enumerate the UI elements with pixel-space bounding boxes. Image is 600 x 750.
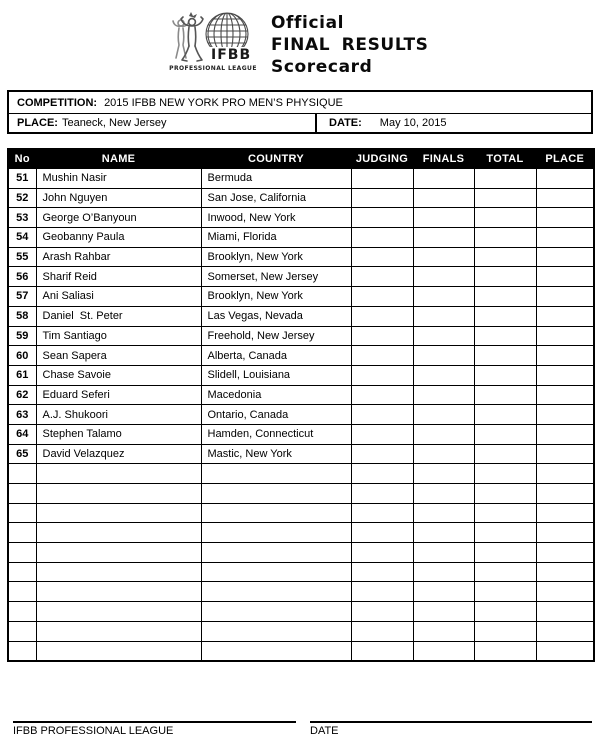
table-header-row — [8, 149, 594, 169]
cell-name: David Velazquez — [36, 444, 201, 464]
table-row — [8, 306, 594, 326]
cell-no — [8, 621, 36, 641]
cell-country — [201, 464, 351, 484]
cell-judging — [351, 543, 413, 563]
cell-place — [536, 424, 594, 444]
cell-place — [536, 188, 594, 208]
cell-country: Slidell, Louisiana — [201, 365, 351, 385]
place-value: Teaneck, New Jersey — [61, 117, 167, 129]
table-row-empty — [8, 602, 594, 622]
footer-right-label: DATE — [310, 725, 339, 737]
cell-judging — [351, 287, 413, 307]
cell-no: 64 — [8, 424, 36, 444]
table-row — [8, 385, 594, 405]
cell-place — [536, 326, 594, 346]
col-header-name: NAME — [36, 149, 201, 169]
table-row — [8, 405, 594, 425]
ifbb-wordmark: IFBB — [211, 47, 252, 63]
cell-total — [474, 228, 536, 248]
cell-name: Stephen Talamo — [36, 424, 201, 444]
cell-finals — [413, 484, 474, 504]
cell-country: Hamden, Connecticut — [201, 424, 351, 444]
table-row — [8, 208, 594, 228]
cell-finals — [413, 523, 474, 543]
cell-no: 65 — [8, 444, 36, 464]
cell-finals — [413, 385, 474, 405]
cell-place — [536, 247, 594, 267]
date-label: DATE: — [329, 117, 362, 129]
table-row-empty — [8, 464, 594, 484]
cell-country: Somerset, New Jersey — [201, 267, 351, 287]
cell-total — [474, 562, 536, 582]
cell-country — [201, 602, 351, 622]
cell-name: A.J. Shukoori — [36, 405, 201, 425]
competition-info-box — [7, 90, 593, 134]
cell-finals — [413, 267, 474, 287]
cell-place — [536, 385, 594, 405]
table-row-empty — [8, 543, 594, 563]
cell-name: John Nguyen — [36, 188, 201, 208]
cell-country: Bermuda — [201, 169, 351, 189]
cell-total — [474, 169, 536, 189]
cell-finals — [413, 208, 474, 228]
cell-no: 54 — [8, 228, 36, 248]
cell-total — [474, 621, 536, 641]
date-cell — [315, 114, 591, 132]
cell-judging — [351, 523, 413, 543]
cell-name — [36, 503, 201, 523]
table-row-empty — [8, 503, 594, 523]
cell-country: Ontario, Canada — [201, 405, 351, 425]
cell-judging — [351, 484, 413, 504]
footer-left-label: IFBB PROFESSIONAL LEAGUE — [13, 725, 174, 737]
cell-total — [474, 543, 536, 563]
cell-country: Inwood, New York — [201, 208, 351, 228]
brand-header — [165, 8, 428, 82]
cell-finals — [413, 602, 474, 622]
cell-finals — [413, 247, 474, 267]
cell-place — [536, 602, 594, 622]
cell-name — [36, 484, 201, 504]
cell-name — [36, 621, 201, 641]
cell-judging — [351, 444, 413, 464]
cell-place — [536, 523, 594, 543]
cell-place — [536, 582, 594, 602]
cell-place — [536, 287, 594, 307]
table-row-empty — [8, 484, 594, 504]
cell-no — [8, 602, 36, 622]
cell-judging — [351, 641, 413, 661]
cell-name: Mushin Nasir — [36, 169, 201, 189]
cell-country — [201, 641, 351, 661]
col-header-finals: FINALS — [413, 149, 474, 169]
cell-country: Miami, Florida — [201, 228, 351, 248]
cell-name — [36, 602, 201, 622]
cell-finals — [413, 424, 474, 444]
cell-finals — [413, 188, 474, 208]
cell-total — [474, 641, 536, 661]
title-line-3: Scorecard — [271, 57, 373, 77]
cell-total — [474, 247, 536, 267]
table-row-empty — [8, 523, 594, 543]
cell-name: Daniel St. Peter — [36, 306, 201, 326]
competition-label: COMPETITION: — [17, 96, 98, 109]
table-row — [8, 346, 594, 366]
results-body — [8, 169, 594, 662]
cell-place — [536, 346, 594, 366]
cell-judging — [351, 346, 413, 366]
cell-judging — [351, 405, 413, 425]
cell-total — [474, 464, 536, 484]
cell-name — [36, 582, 201, 602]
cell-no: 59 — [8, 326, 36, 346]
cell-finals — [413, 326, 474, 346]
cell-place — [536, 228, 594, 248]
cell-name: Tim Santiago — [36, 326, 201, 346]
cell-place — [536, 621, 594, 641]
cell-total — [474, 287, 536, 307]
cell-name: Eduard Seferi — [36, 385, 201, 405]
cell-total — [474, 405, 536, 425]
cell-country — [201, 503, 351, 523]
title-line-1: Official — [271, 13, 345, 33]
cell-place — [536, 169, 594, 189]
cell-no: 51 — [8, 169, 36, 189]
cell-total — [474, 306, 536, 326]
cell-country — [201, 562, 351, 582]
bodybuilder-figures-icon — [173, 12, 203, 61]
cell-no: 55 — [8, 247, 36, 267]
cell-place — [536, 464, 594, 484]
cell-place — [536, 365, 594, 385]
cell-place — [536, 208, 594, 228]
cell-finals — [413, 464, 474, 484]
cell-total — [474, 208, 536, 228]
cell-total — [474, 326, 536, 346]
table-row — [8, 365, 594, 385]
col-header-country: COUNTRY — [201, 149, 351, 169]
col-header-place: PLACE — [536, 149, 594, 169]
cell-country — [201, 621, 351, 641]
cell-total — [474, 385, 536, 405]
cell-judging — [351, 503, 413, 523]
cell-country — [201, 543, 351, 563]
table-row — [8, 228, 594, 248]
cell-total — [474, 365, 536, 385]
cell-place — [536, 405, 594, 425]
cell-judging — [351, 188, 413, 208]
place-cell — [9, 114, 315, 132]
cell-place — [536, 503, 594, 523]
ifbb-logo — [165, 8, 261, 82]
table-row — [8, 424, 594, 444]
cell-no: 60 — [8, 346, 36, 366]
cell-total — [474, 602, 536, 622]
cell-total — [474, 582, 536, 602]
cell-name: Sean Sapera — [36, 346, 201, 366]
table-row — [8, 247, 594, 267]
cell-judging — [351, 621, 413, 641]
cell-no — [8, 464, 36, 484]
cell-no — [8, 562, 36, 582]
table-row-empty — [8, 582, 594, 602]
cell-total — [474, 424, 536, 444]
cell-name — [36, 562, 201, 582]
cell-name: Chase Savoie — [36, 365, 201, 385]
cell-finals — [413, 562, 474, 582]
cell-judging — [351, 562, 413, 582]
cell-judging — [351, 602, 413, 622]
cell-judging — [351, 385, 413, 405]
table-row — [8, 287, 594, 307]
cell-judging — [351, 306, 413, 326]
cell-name — [36, 641, 201, 661]
cell-finals — [413, 444, 474, 464]
cell-judging — [351, 424, 413, 444]
cell-name — [36, 543, 201, 563]
cell-place — [536, 641, 594, 661]
title-line-2: FINAL RESULTS — [271, 35, 429, 55]
cell-total — [474, 503, 536, 523]
table-row — [8, 267, 594, 287]
cell-country: Alberta, Canada — [201, 346, 351, 366]
cell-name — [36, 523, 201, 543]
cell-no: 53 — [8, 208, 36, 228]
cell-no: 62 — [8, 385, 36, 405]
cell-total — [474, 267, 536, 287]
cell-judging — [351, 247, 413, 267]
cell-total — [474, 523, 536, 543]
cell-judging — [351, 169, 413, 189]
cell-judging — [351, 365, 413, 385]
cell-name: Ani Saliasi — [36, 287, 201, 307]
table-row-empty — [8, 641, 594, 661]
cell-finals — [413, 641, 474, 661]
cell-no: 63 — [8, 405, 36, 425]
cell-country: Brooklyn, New York — [201, 247, 351, 267]
cell-total — [474, 188, 536, 208]
cell-finals — [413, 543, 474, 563]
place-label: PLACE: — [17, 117, 58, 129]
cell-place — [536, 543, 594, 563]
cell-country — [201, 484, 351, 504]
cell-name: Geobanny Paula — [36, 228, 201, 248]
cell-country: Mastic, New York — [201, 444, 351, 464]
competition-row — [9, 92, 591, 114]
date-value: May 10, 2015 — [379, 117, 447, 129]
cell-country: Freehold, New Jersey — [201, 326, 351, 346]
col-header-total: TOTAL — [474, 149, 536, 169]
cell-finals — [413, 621, 474, 641]
cell-judging — [351, 464, 413, 484]
cell-judging — [351, 208, 413, 228]
table-row — [8, 326, 594, 346]
cell-total — [474, 444, 536, 464]
cell-no — [8, 484, 36, 504]
cell-no — [8, 503, 36, 523]
cell-name — [36, 464, 201, 484]
cell-no — [8, 641, 36, 661]
cell-total — [474, 346, 536, 366]
signature-line-organization — [13, 721, 296, 737]
col-header-no: No — [8, 149, 36, 169]
cell-judging — [351, 267, 413, 287]
document-title — [271, 12, 428, 78]
table-row — [8, 169, 594, 189]
cell-no: 52 — [8, 188, 36, 208]
cell-country: Macedonia — [201, 385, 351, 405]
cell-country — [201, 523, 351, 543]
cell-place — [536, 562, 594, 582]
table-row — [8, 188, 594, 208]
cell-place — [536, 267, 594, 287]
col-header-judging: JUDGING — [351, 149, 413, 169]
cell-no — [8, 523, 36, 543]
cell-no: 61 — [8, 365, 36, 385]
cell-judging — [351, 582, 413, 602]
cell-finals — [413, 306, 474, 326]
signature-line-date — [310, 721, 592, 737]
cell-country — [201, 582, 351, 602]
cell-no — [8, 582, 36, 602]
cell-country: Brooklyn, New York — [201, 287, 351, 307]
cell-finals — [413, 405, 474, 425]
cell-no — [8, 543, 36, 563]
logo-tagline: PROFESSIONAL LEAGUE — [169, 65, 257, 72]
competition-value: 2015 IFBB NEW YORK PRO MEN’S PHYSIQUE — [104, 96, 343, 109]
cell-name: Sharif Reid — [36, 267, 201, 287]
cell-finals — [413, 365, 474, 385]
cell-finals — [413, 169, 474, 189]
cell-finals — [413, 228, 474, 248]
cell-place — [536, 484, 594, 504]
table-row-empty — [8, 562, 594, 582]
cell-judging — [351, 326, 413, 346]
cell-country: San Jose, California — [201, 188, 351, 208]
cell-no: 57 — [8, 287, 36, 307]
cell-name: George O’Banyoun — [36, 208, 201, 228]
cell-finals — [413, 287, 474, 307]
place-date-row — [9, 114, 591, 132]
cell-name: Arash Rahbar — [36, 247, 201, 267]
cell-no: 56 — [8, 267, 36, 287]
cell-total — [474, 484, 536, 504]
cell-place — [536, 444, 594, 464]
table-row-empty — [8, 621, 594, 641]
cell-finals — [413, 582, 474, 602]
cell-finals — [413, 346, 474, 366]
cell-no: 58 — [8, 306, 36, 326]
table-row — [8, 444, 594, 464]
cell-finals — [413, 503, 474, 523]
cell-judging — [351, 228, 413, 248]
cell-place — [536, 306, 594, 326]
results-table — [7, 148, 595, 662]
cell-country: Las Vegas, Nevada — [201, 306, 351, 326]
